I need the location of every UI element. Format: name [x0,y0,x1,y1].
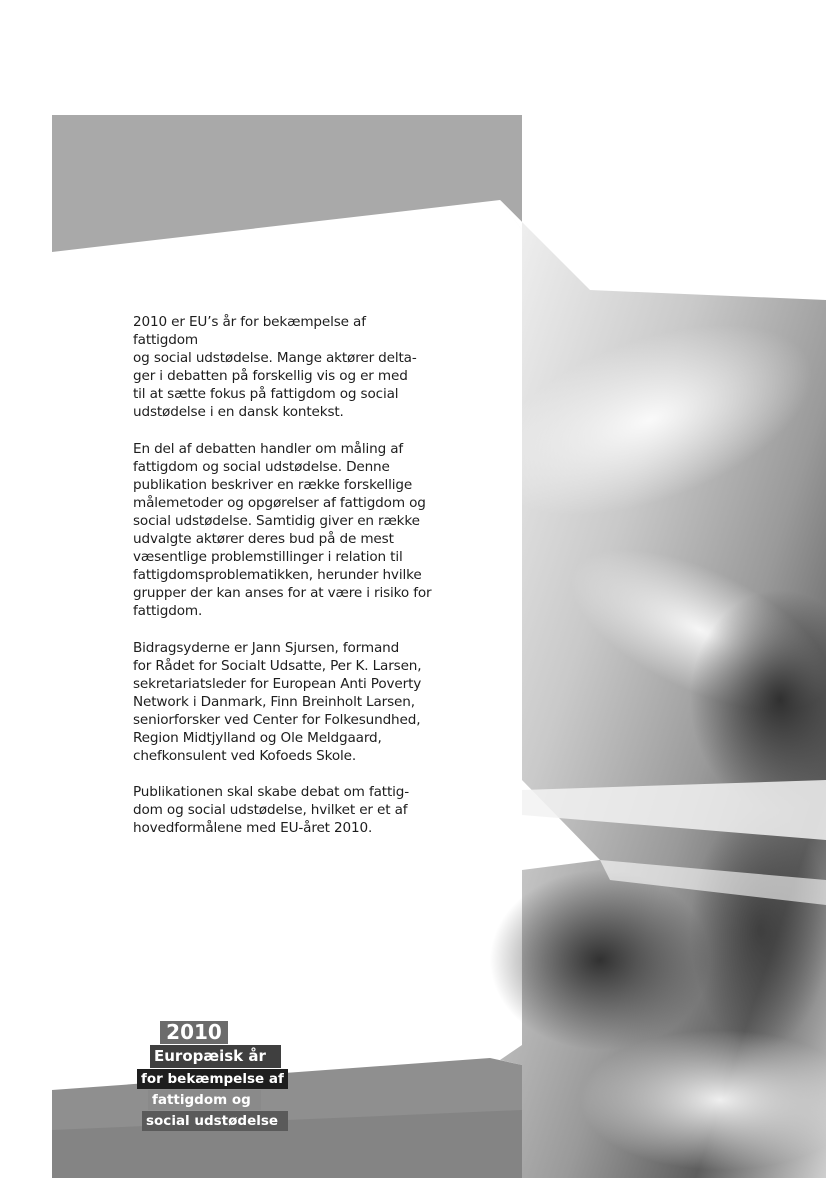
paragraph-3: Bidragsyderne er Jann Sjursen, formand for Rådet for Socialt Udsatte, Per K. Larsen, sekretariatsleder for European Anti Poverty Network i Danmark, Finn Breinholt Larsen, seniorforsker ved Center for Folkesundhed, Region Midtjylland og Ole Meldgaard, chefkonsulent ved Kofoeds Skole. [133,639,422,765]
paragraph-1: 2010 er EU’s år for bekæmpelse af fattigdom og social udstødelse. Mange aktører delta- ger i debatten på forskellig vis og er med til at sætte fokus på fattigdom og social udstødelse i en dansk kontekst. [133,314,417,421]
logo-line-1: for bekæmpelse af [137,1069,288,1089]
logo-line-3: social udstødelse [142,1111,288,1131]
intro-text [133,313,433,855]
logo-line-2: fattigdom og [148,1090,261,1110]
logo-title: Europæisk år [150,1045,281,1068]
paragraph-2: En del af debatten handler om måling af fattigdom og social udstødelse. Denne publikation beskriver en række forskellige målemetoder og opgørelser af fattigdom og social udstødelse. Samtidig giver en række udvalgte aktører deres bud på de mest væsentlige problemstillinger i relation til fattigdomsproblematikken, herunder hvilke grupper der kan anses for at være i risiko for fattigdom. [133,440,432,620]
photo-shadow [490,870,710,1050]
photo-shadow [690,810,826,1050]
logo-year: 2010 [160,1021,228,1044]
top-grey-band [52,115,522,252]
paragraph-4: Publikationen skal skabe debat om fattig- dom og social udstødelse, hvilket er et af hovedformålene med EU-året 2010. [133,784,409,837]
